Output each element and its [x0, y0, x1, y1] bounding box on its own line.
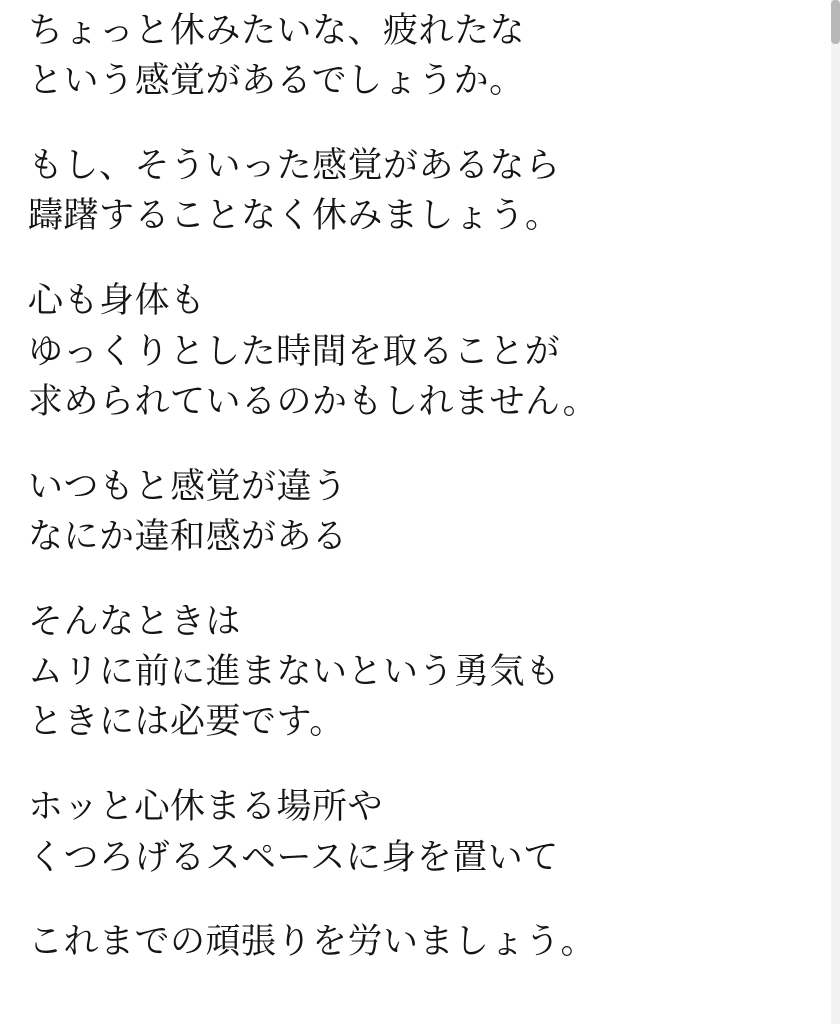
text-line: いつもと感覚が違う — [28, 466, 348, 507]
text-line: これまでの頑張りを労いましょう。 — [28, 922, 597, 963]
article-body — [28, 6, 800, 968]
paragraph — [28, 917, 800, 967]
text-line: 心も身体も — [28, 281, 206, 322]
paragraph — [28, 6, 800, 107]
vertical-scrollbar[interactable] — [831, 0, 840, 1024]
text-line: 求められているのかもしれません。 — [28, 381, 599, 422]
text-line: ちょっと休みたいな、疲れたな — [28, 11, 526, 51]
text-line: もし、そういった感覚があるなら — [28, 146, 561, 187]
text-line: ホッと心休まる場所や — [28, 787, 384, 828]
text-line: という感覚があるでしょうか。 — [28, 61, 525, 102]
paragraph — [28, 141, 800, 242]
text-line: ときには必要です。 — [28, 702, 345, 743]
paragraph — [28, 782, 800, 883]
paragraph — [28, 276, 800, 427]
text-line: 躊躇することなく休みましょう。 — [28, 196, 561, 237]
text-line: くつろげるスペースに身を置いて — [28, 837, 559, 878]
text-line: ゆっくりとした時間を取ることが — [28, 331, 561, 372]
paragraph — [28, 462, 800, 563]
text-line: そんなときは — [28, 601, 242, 642]
text-line: なにか違和感がある — [28, 517, 348, 558]
paragraph — [28, 597, 800, 748]
scrollbar-thumb[interactable] — [831, 0, 840, 44]
text-line: ムリに前に進まないという勇気も — [28, 652, 561, 693]
